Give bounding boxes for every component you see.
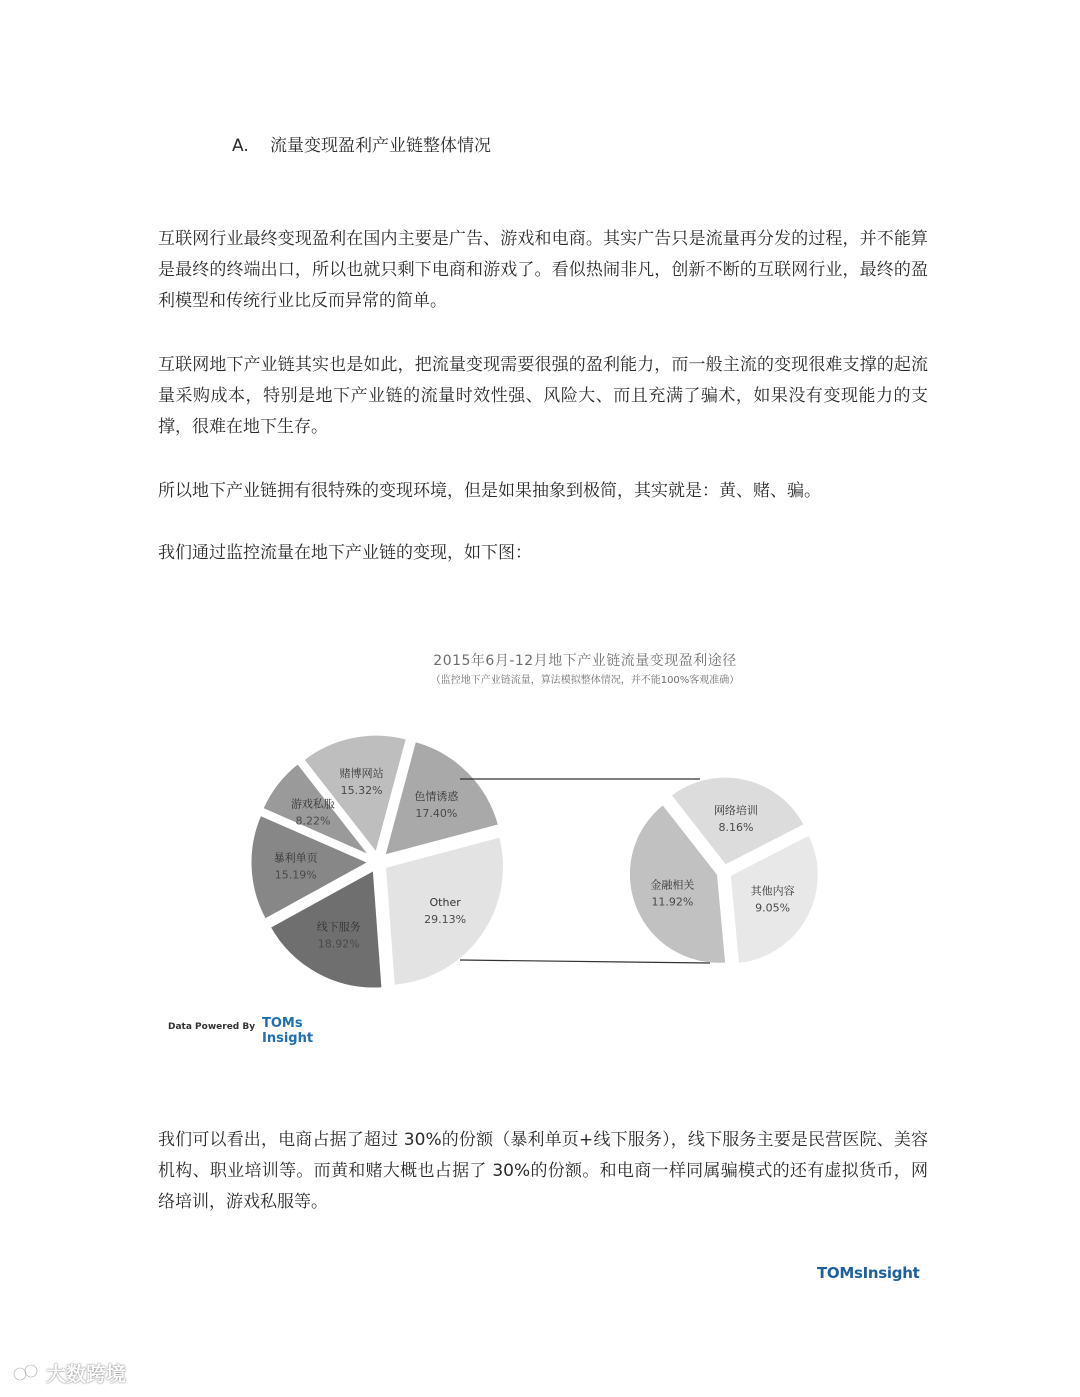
logo-line-1: TOMs xyxy=(262,1016,303,1031)
secondary-slice-label-1: 其他内容 xyxy=(750,884,795,898)
toms-insight-logo xyxy=(262,1016,313,1046)
main-slice-1 xyxy=(385,836,505,986)
main-slice-value-3: 15.19% xyxy=(274,868,317,882)
section-number: A. xyxy=(232,136,249,156)
main-slice-value-4: 8.22% xyxy=(295,814,331,828)
main-slice-label-3: 暴利单页 xyxy=(273,851,318,865)
secondary-slice-label-0: 网络培训 xyxy=(713,803,758,817)
paragraph-1: 互联网行业最终变现盈利在国内主要是广告、游戏和电商。其实广告只是流量再分发的过程，并不能算是最终的终端出口，所以也就只剩下电商和游戏了。看似热闹非凡，创新不断的互联网行业，最终的盈利模型和传统行业比反而异常的简单。 xyxy=(158,229,928,311)
watermark-text: 大数跨境 xyxy=(46,1362,126,1386)
secondary-slice-value-2: 11.92% xyxy=(651,895,694,909)
main-slice-label-2: 线下服务 xyxy=(316,920,361,934)
main-slice-value-5: 15.32% xyxy=(340,784,383,798)
chart-title: 2015年6月-12月地下产业链流量变现盈利途径 xyxy=(433,653,737,669)
connector-line-bottom xyxy=(460,960,710,963)
secondary-slice-label-2: 金融相关 xyxy=(650,878,695,892)
data-source-label: Data Powered By xyxy=(168,1022,256,1032)
secondary-slice-value-0: 8.16% xyxy=(718,820,754,834)
paragraph-5: 我们可以看出，电商占据了超过 30%的份额（暴利单页+线下服务），线下服务主要是民营医院、美容机构、职业培训等。而黄和赌大概也占据了 30%的份额。和电商一样同属骗模式的还有虚拟货币，网络培训，游戏私服等。 xyxy=(158,1130,928,1212)
main-slice-label-4: 游戏私服 xyxy=(290,797,335,811)
main-slice-label-0: 色情诱惑 xyxy=(414,789,459,803)
logo-line-2: Insight xyxy=(262,1031,314,1046)
main-slice-label-1: Other xyxy=(429,895,461,909)
paragraph-3: 所以地下产业链拥有很特殊的变现环境，但是如果抽象到极简，其实就是：黄、赌、骗。 xyxy=(158,481,821,501)
footer-brand: TOMsInsight xyxy=(817,1264,920,1282)
main-slice-value-2: 18.92% xyxy=(317,937,360,951)
chart-subtitle: （监控地下产业链流量，算法模拟整体情况，并不能100%客观准确） xyxy=(430,675,740,686)
secondary-slice-value-1: 9.05% xyxy=(755,901,791,915)
main-slice-value-1: 29.13% xyxy=(424,912,467,926)
section-title: 流量变现盈利产业链整体情况 xyxy=(270,136,491,156)
paragraph-4: 我们通过监控流量在地下产业链的变现，如下图： xyxy=(158,543,532,563)
watermark-logo-icon xyxy=(12,1362,40,1384)
main-slice-label-5: 赌博网站 xyxy=(339,767,384,781)
watermark xyxy=(12,1358,126,1387)
main-slice-value-0: 17.40% xyxy=(415,806,458,820)
paragraph-2: 互联网地下产业链其实也是如此，把流量变现需要很强的盈利能力，而一般主流的变现很难支撑的起流量采购成本，特别是地下产业链的流量时效性强、风险大、而且充满了骗术，如果没有变现能力的支撑，很难在地下生存。 xyxy=(158,355,928,437)
